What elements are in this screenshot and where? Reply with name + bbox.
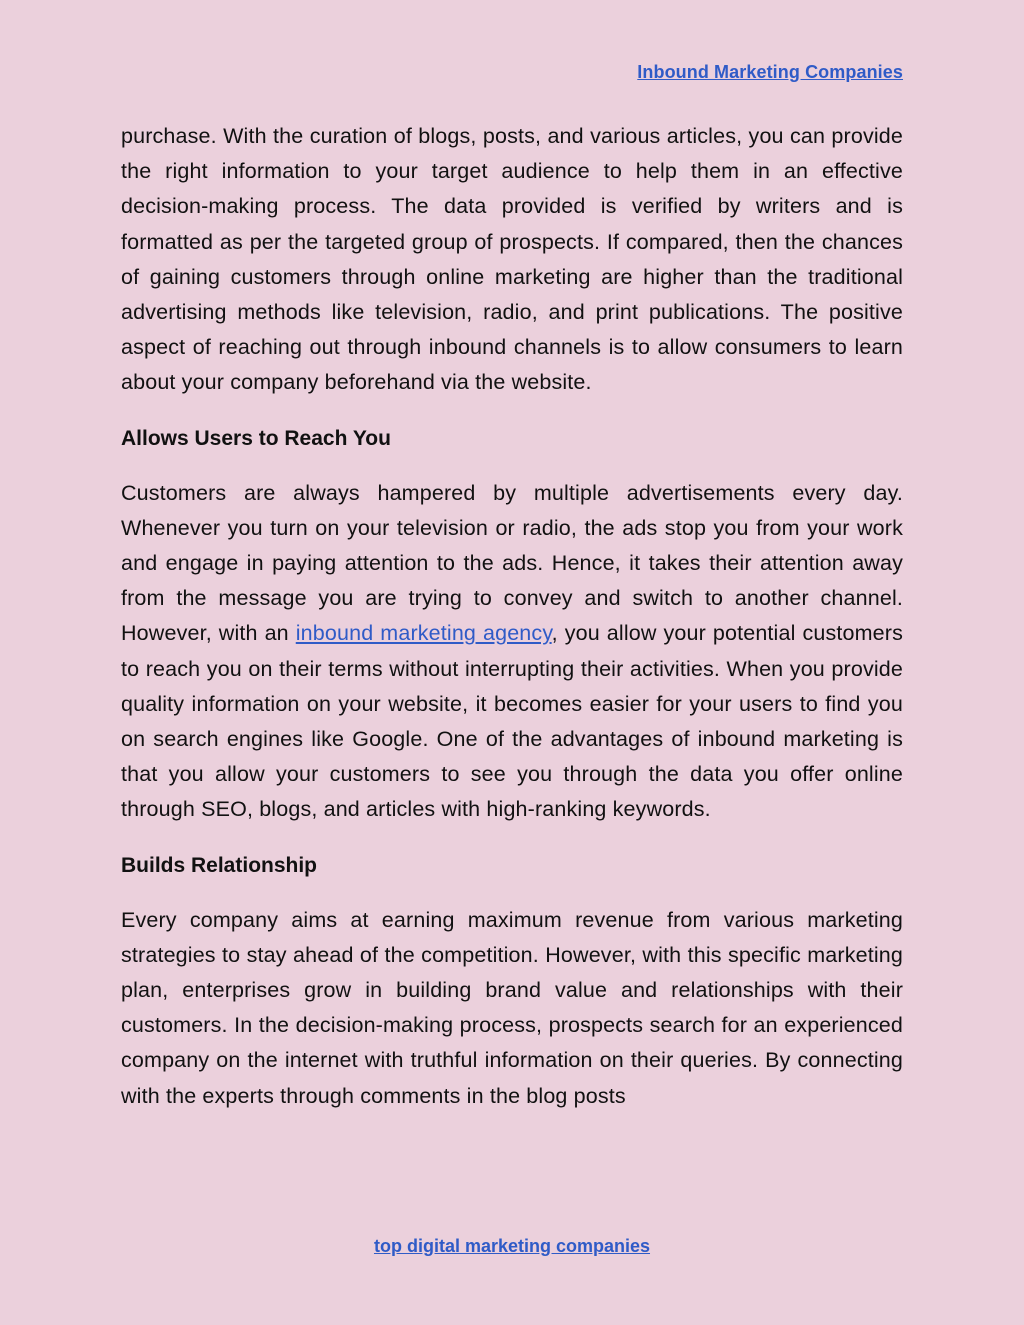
- paragraph-purchase: purchase. With the curation of blogs, posts, and various articles, you can provide the right information to your target audience to help them in an effective decision-making process. The data provided is verified by writers and is formatted as per the targeted group of prospects. If compared, then the chances of gaining customers through online marketing are higher than the traditional advertising methods like television, radio, and print publications. The positive aspect of reaching out through inbound channels is to allow consumers to learn about your company beforehand via the website.: [121, 124, 903, 395]
- document-page: [121, 0, 903, 1325]
- paragraph-text-before-link: Customers are always hampered by multiple advertisements every day. Whenever you turn on your television or radio, the ads stop you from your work and engage in paying attention to the ads. Hence, it takes their attention away from the message you are trying to convey and switch to another channel. However, with an: [121, 480, 903, 646]
- footer-link-top-digital-marketing-companies[interactable]: top digital marketing companies: [373, 1236, 651, 1256]
- heading-allows-users-to-reach-you: Allows Users to Reach You: [121, 426, 391, 450]
- document-body: [121, 119, 903, 1134]
- inline-link-inbound-marketing-agency[interactable]: inbound marketing agency: [295, 621, 552, 646]
- heading-builds-relationship: Builds Relationship: [121, 853, 318, 877]
- header-link-inbound-marketing-companies[interactable]: Inbound Marketing Companies: [637, 62, 903, 82]
- paragraph-every-company: Every company aims at earning maximum revenue from various marketing strategies to stay ahead of the competition. However, with this specific marketing plan, enterprises grow in building brand value and relationships with their customers. In the decision-making process, prospects search for an experienced company on the internet with truthful information on their queries. By connecting with the experts through comments in the blog posts: [121, 907, 903, 1108]
- paragraph-text-after-link: , you allow your potential customers to reach you on their terms without interrupting their activities. When you provide quality information on your website, it becomes easier for your users to find you on search engines like Google. One of the advantages of inbound marketing is that you allow your customers to see you through the data you offer online through SEO, blogs, and articles with high-ranking keywords.: [121, 621, 903, 822]
- footer: [121, 1236, 903, 1257]
- paragraph-customers: [121, 476, 903, 828]
